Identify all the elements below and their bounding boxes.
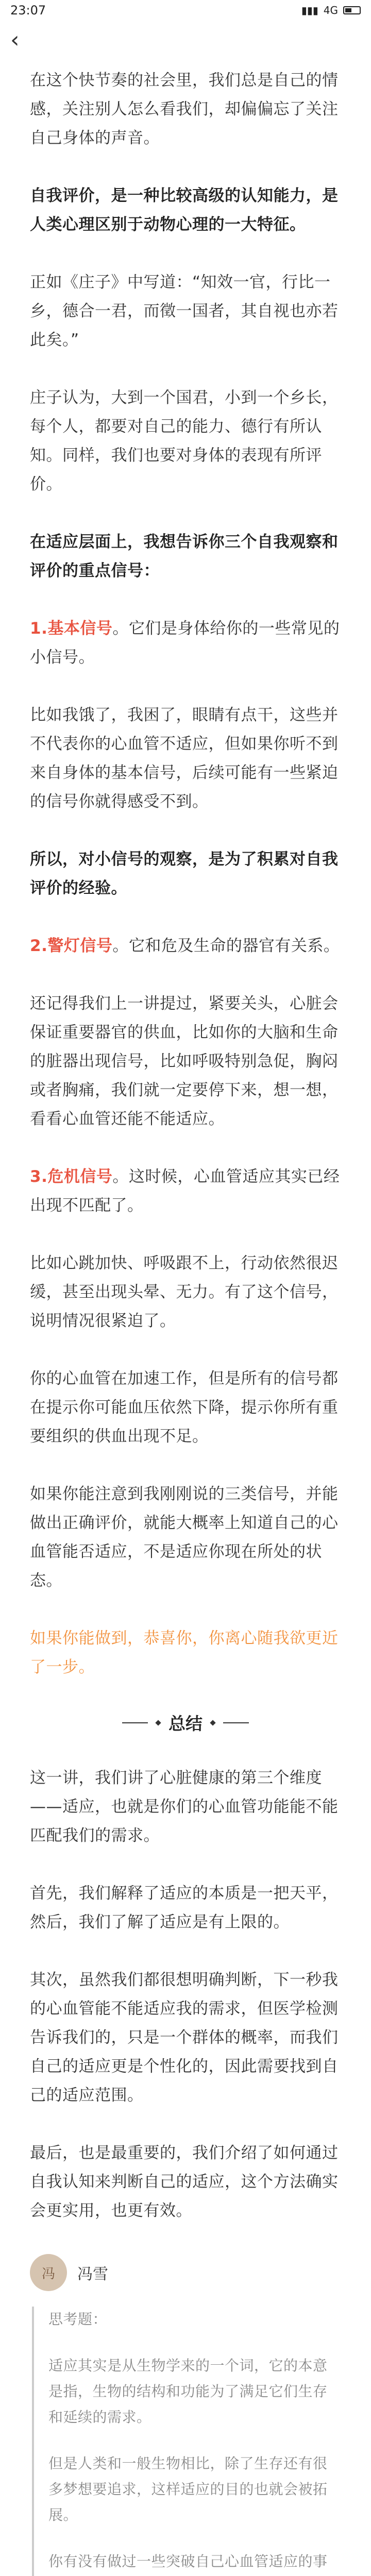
top-navigation <box>0 21 371 60</box>
divider-line <box>122 1722 148 1723</box>
article-body <box>30 66 341 2576</box>
back-arrow-icon[interactable]: ‹ <box>10 27 20 53</box>
signal-1-label: 1.基本信号 <box>30 619 113 638</box>
signal-3-paragraph <box>30 1162 341 1220</box>
paragraph: 首先，我们解释了适应的本质是一把天平，然后，我们了解了适应是有上限的。 <box>30 1884 339 1931</box>
battery-icon <box>343 6 361 14</box>
thinking-question-block <box>32 2307 341 2576</box>
paragraph: 你的心血管在加速工作，但是所有的信号都在提示你可能血压依然下降，提示你所有重要组织的供血出现不足。 <box>30 1369 339 1446</box>
signal-3-label: 3.危机信号 <box>30 1167 113 1186</box>
summary-heading <box>30 1710 341 1735</box>
diamond-icon <box>210 1720 215 1725</box>
divider-line <box>223 1722 249 1723</box>
quote-text: 但是人类和一般生物相比，除了生存还有很多梦想要追求，这样适应的目的也就会被拓展。 <box>48 2455 328 2523</box>
quote-text: 你有没有做过一些突破自己心血管适应的事 <box>48 2553 328 2570</box>
paragraph: 在这个快节奏的社会里，我们总是自己的情感，关注别人怎么看我们，却偏偏忘了关注自己身体的声音。 <box>30 71 339 147</box>
quote-heading: 思考题： <box>48 2311 108 2328</box>
paragraph: 比如我饿了，我困了，眼睛有点干，这些并不代表你的心血管不适应，但如果你听不到来自身体的基本信号，后续可能有一些紧迫的信号你就得感受不到。 <box>30 706 339 811</box>
author-row <box>30 2254 341 2291</box>
paragraph: 比如心跳加快、呼吸跟不上，行动依然很迟缓，甚至出现头晕、无力。有了这个信号，说明情况很紧迫了。 <box>30 1254 339 1330</box>
diamond-icon <box>155 1720 161 1725</box>
summary-title: 总结 <box>168 1714 203 1734</box>
paragraph: 还记得我们上一讲提过，紧要关头，心脏会保证重要器官的供血，比如你的大脑和生命的脏器出现信号，比如呼吸特别急促，胸闷或者胸痛，我们就一定要停下来，想一想，看看心血管还能不能适应。 <box>30 994 339 1128</box>
signal-1-text: 。它们是身体给你的一些常见的小信号。 <box>30 619 340 667</box>
paragraph: 庄子认为，大到一个国君，小到一个乡长，每个人，都要对自己的能力、德行有所认知。同样，我们也要对身体的表现有所评价。 <box>30 388 339 494</box>
signal-1-paragraph <box>30 614 341 672</box>
status-bar <box>0 0 371 21</box>
network-label: 4G <box>323 4 338 16</box>
paragraph: 最后，也是最重要的，我们介绍了如何通过自我认知来判断自己的适应，这个方法确实会更实用，也更有效。 <box>30 2144 339 2220</box>
signal-2-label: 2.警灯信号 <box>30 937 113 955</box>
signal-2-paragraph <box>30 931 341 960</box>
paragraph-bold: 所以，对小信号的观察，是为了积累对自我评价的经验。 <box>30 850 339 897</box>
paragraph-bold: 自我评价，是一种比较高级的认知能力，是人类心理区别于动物心理的一大特征。 <box>30 187 339 234</box>
highlight-paragraph: 如果你能做到，恭喜你，你离心随我欲更近了一步。 <box>30 1629 339 1676</box>
status-time: 23:07 <box>10 3 46 18</box>
author-name: 冯雪 <box>77 2265 108 2283</box>
status-icons <box>301 4 361 16</box>
signal-icon: ▮▮▮ <box>301 4 318 16</box>
signal-3-text: 。这时候，心血管适应其实已经出现不匹配了。 <box>30 1167 340 1215</box>
avatar: 冯 <box>30 2254 67 2291</box>
paragraph-bold: 在适应层面上，我想告诉你三个自我观察和评价的重点信号： <box>30 533 339 580</box>
paragraph: 正如《庄子》中写道：“知效一官，行比一乡，德合一君，而徵一国者，其自视也亦若此矣。” <box>30 273 339 349</box>
quote-text: 适应其实是从生物学来的一个词，它的本意是指，生物的结构和功能为了满足它们生存和延续的需求。 <box>48 2357 328 2426</box>
signal-2-text: 。它和危及生命的器官有关系。 <box>112 937 340 955</box>
paragraph: 如果你能注意到我刚刚说的三类信号，并能做出正确评价，就能大概率上知道自己的心血管能否适应，不是适应你现在所处的状态。 <box>30 1485 339 1590</box>
paragraph: 这一讲，我们讲了心脏健康的第三个维度——适应，也就是你们的心血管功能能不能匹配我们的需求。 <box>30 1769 339 1845</box>
paragraph: 其次，虽然我们都很想明确判断，下一秒我的心血管能不能适应我的需求，但医学检测告诉我们的，只是一个群体的概率，而我们自己的适应更是个性化的，因此需要找到自己的适应范围。 <box>30 1971 339 2105</box>
